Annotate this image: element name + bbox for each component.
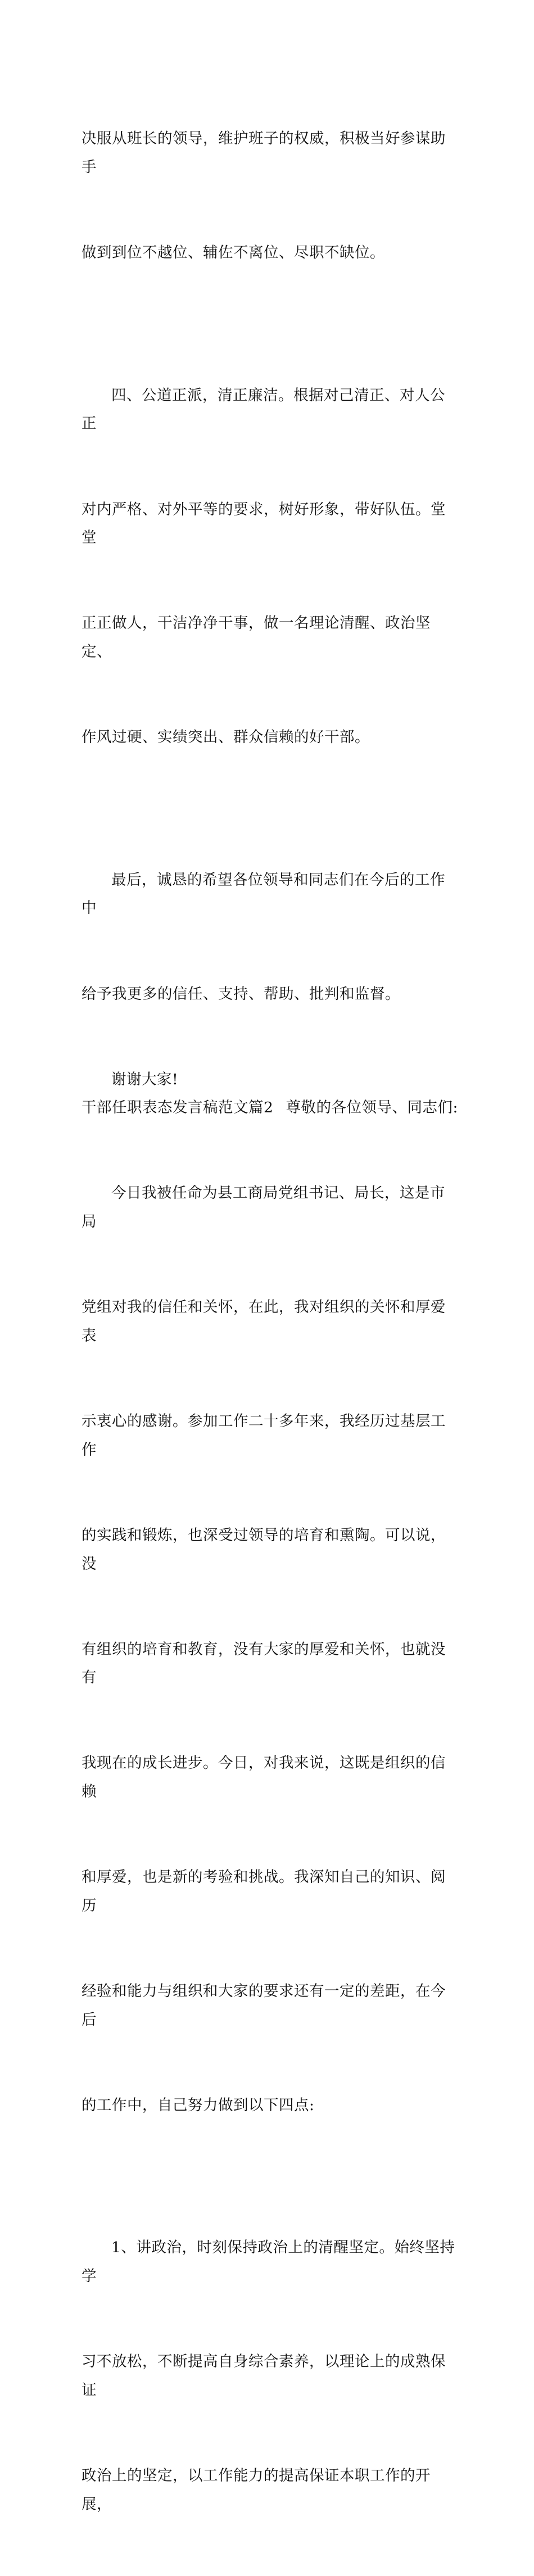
salutation: 尊敬的各位领导、同志们: (286, 1099, 458, 1117)
text-line: 政治上的坚定，以工作能力的提高保证本职工作的开展， (82, 2467, 431, 2513)
section-title: 干部任职表态发言稿范文篇2 (82, 1099, 274, 1117)
text-line: 示衷心的感谢。参加工作二十多年来，我经历过基层工作 (82, 1413, 446, 1459)
document-body (82, 68, 458, 2576)
text-line: 正正做人，干洁净净干事，做一名理论清醒、政治坚定、 (82, 614, 431, 661)
text-line: 最后，诚恳的希望各位领导和同志们在今后的工作中 (82, 871, 445, 917)
text-line: 给予我更多的信任、支持、帮助、批判和监督。 (82, 985, 400, 1003)
text-line: 决服从班长的领导，维护班子的权威，积极当好参谋助手 (82, 130, 446, 176)
text-line: 的实践和锻炼，也深受过领导的培育和熏陶。可以说，没 (82, 1526, 446, 1573)
paragraph-point-four (82, 324, 458, 809)
text-line: 有组织的培育和教育，没有大家的厚爱和关怀，也就没有 (82, 1640, 446, 1687)
section-heading (82, 1094, 458, 1122)
paragraph-closing (82, 809, 458, 1065)
text-line: 我现在的成长进步。今日，对我来说，这既是组织的信赖 (82, 1754, 446, 1801)
text-line: 做到到位不越位、辅佐不离位、尽职不缺位。 (82, 244, 385, 262)
text-line: 作风过硬、实绩突出、群众信赖的好干部。 (82, 728, 370, 746)
text-line: 对内严格、对外平等的要求，树好形象，带好队伍。堂堂 (82, 500, 446, 547)
paragraph-intro (82, 1122, 458, 2177)
thanks-line: 谢谢大家! (111, 1070, 179, 1088)
text-line: 和厚爱，也是新的考验和挑战。我深知自己的知识、阅历 (82, 1868, 446, 1914)
text-line: 1、讲政治，时刻保持政治上的清醒坚定。始终坚持学 (82, 2239, 455, 2285)
text-line: 四、公道正派，清正廉洁。根据对己清正、对人公正 (82, 386, 445, 433)
text-line: 经验和能力与组织和大家的要求还有一定的差距，在今后 (82, 1982, 446, 2029)
text-line: 党组对我的信任和关怀，在此，我对组织的关怀和厚爱表 (82, 1298, 446, 1344)
paragraph-point-one (82, 2177, 458, 2576)
paragraph-continuation (82, 68, 458, 324)
text-line: 习不放松，不断提高自身综合素养，以理论上的成熟保证 (82, 2353, 446, 2399)
text-line: 的工作中，自己努力做到以下四点: (82, 2096, 315, 2114)
text-line: 今日我被任命为县工商局党组书记、局长，这是市局 (82, 1184, 445, 1231)
